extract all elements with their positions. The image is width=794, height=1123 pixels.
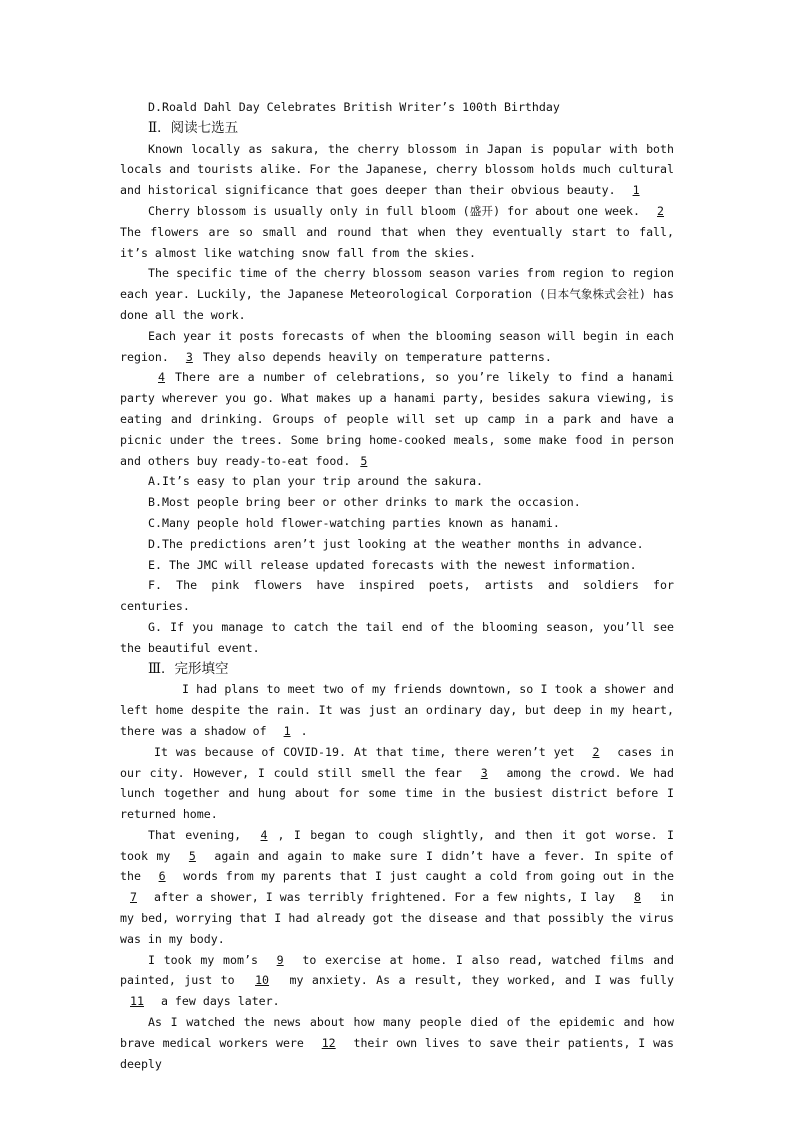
paragraph-text: in my bed, worrying that I had already got the disease and that possibly the virus was in my body.	[120, 890, 675, 946]
option-item: E. The JMC will release updated forecasts with the newest information.	[148, 557, 637, 572]
paragraph-text: cases in our city. However, I could still smell the fear	[120, 744, 674, 780]
paragraph-text: .	[300, 723, 308, 738]
paragraph	[120, 367, 674, 471]
option-item: B.Most people bring beer or other drinks to mark the occasion.	[148, 495, 581, 510]
paragraph	[120, 139, 674, 201]
paragraph-text: words from my parents that I just caught a cold from going out in the	[183, 869, 675, 884]
answer-blank: 7	[130, 890, 137, 905]
option-item: A.It’s easy to plan your trip around the sakura.	[148, 474, 484, 489]
paragraph	[120, 742, 674, 825]
answer-blank: 1	[632, 183, 640, 198]
answer-blank: 10	[255, 973, 270, 988]
paragraph-text: to exercise at home. I also read, watched films and painted, just to	[120, 952, 675, 988]
paragraph-text: There are a number of celebrations, so you’re likely to find a hanami party wherever you go. What makes up a hanami party, besides sakura viewing, is eating and drinking. Groups of people will set up camp in a park and have a picnic under the trees. Some bring home-cooked meals, some make food in person and others buy ready-to-eat food.	[120, 370, 674, 468]
paragraph-text: As I watched the news about how many people died of the epidemic and how brave medical workers were	[120, 1015, 674, 1050]
answer-blank: 4	[260, 827, 268, 842]
answer-blank: 6	[158, 869, 166, 884]
paragraph	[120, 950, 674, 1012]
document-page	[120, 97, 674, 1074]
paragraph-text: Known locally as sakura, the cherry blossom in Japan is popular with both locals and tourists alike. For the Japanese, cherry blossom holds much cultural and historical significance that goes deeper than their obvious beauty.	[120, 141, 674, 198]
option-item: C.Many people hold flower-watching parties known as hanami.	[148, 515, 560, 530]
paragraph-text: , I began to cough slightly, and then it got worse. I took my	[120, 827, 674, 863]
paragraph: The specific time of the cherry blossom season varies from region to region each year. Luckily, the Japanese Meteorological Corporation (日本气象株式会社) has done all the work.	[120, 266, 674, 322]
answer-blank: 11	[130, 994, 144, 1009]
answer-blank: 3	[185, 349, 193, 364]
paragraph-text: among the crowd. We had lunch together and hung about for some time in the busiest district before I returned home.	[120, 765, 675, 822]
answer-blank: 5	[360, 453, 368, 468]
answer-blank: 3	[480, 765, 488, 780]
section-heading-cloze: Ⅲ．完形填空	[148, 660, 229, 677]
option-item: G. If you manage to catch the tail end of the blooming season, you’ll see the beautiful event.	[120, 619, 674, 655]
answer-blank: 1	[283, 723, 291, 738]
section-heading-reading: Ⅱ．阅读七选五	[148, 119, 239, 136]
paragraph	[120, 825, 674, 950]
answer-blank: 2	[657, 203, 664, 218]
paragraph-text: The flowers are so small and round that when they eventually start to fall, it’s almost like watching snow fall from the skies.	[120, 224, 674, 260]
paragraph-text: a few days later.	[160, 994, 280, 1009]
paragraph-text: my anxiety. As a result, they worked, and I was fully	[289, 973, 675, 988]
answer-blank: 12	[321, 1035, 336, 1050]
answer-blank: 5	[188, 848, 196, 863]
paragraph-text: I took my mom’s	[148, 952, 258, 967]
paragraph-text: It was because of COVID-19. At that time, there weren’t yet	[154, 744, 575, 759]
paragraph-text: I had plans to meet two of my friends downtown, so I took a shower and left home despite the rain. It was just an ordinary day, but deep in my heart, there was a shadow of	[120, 682, 674, 738]
paragraph-text: again and again to make sure I didn’t have a fever. In spite of the	[120, 848, 674, 884]
option-d-title: D.Roald Dahl Day Celebrates British Writer’s 100th Birthday	[148, 100, 560, 114]
paragraph-text: They also depends heavily on temperature patterns.	[202, 349, 552, 364]
answer-blank: 2	[592, 744, 600, 759]
paragraph-text: Each year it posts forecasts of when the blooming season will begin in each region.	[120, 328, 674, 364]
paragraph	[120, 1012, 674, 1074]
answer-blank: 8	[634, 890, 642, 905]
paragraph	[120, 679, 674, 741]
paragraph-text: after a shower, I was terribly frightened. For a few nights, I lay	[154, 890, 616, 905]
paragraph-text: That evening,	[148, 827, 242, 842]
paragraph-text: Cherry blossom is usually only in full bloom (盛开) for about one week.	[148, 203, 640, 218]
option-item: D.The predictions aren’t just looking at the weather months in advance.	[148, 536, 644, 551]
answer-blank: 4	[158, 370, 165, 385]
paragraph-text: their own lives to save their patients, I was deeply	[120, 1035, 675, 1071]
paragraph	[120, 201, 674, 263]
answer-blank: 9	[276, 952, 284, 967]
paragraph	[120, 326, 674, 368]
option-item: F. The pink flowers have inspired poets, artists and soldiers for centuries.	[120, 578, 674, 614]
